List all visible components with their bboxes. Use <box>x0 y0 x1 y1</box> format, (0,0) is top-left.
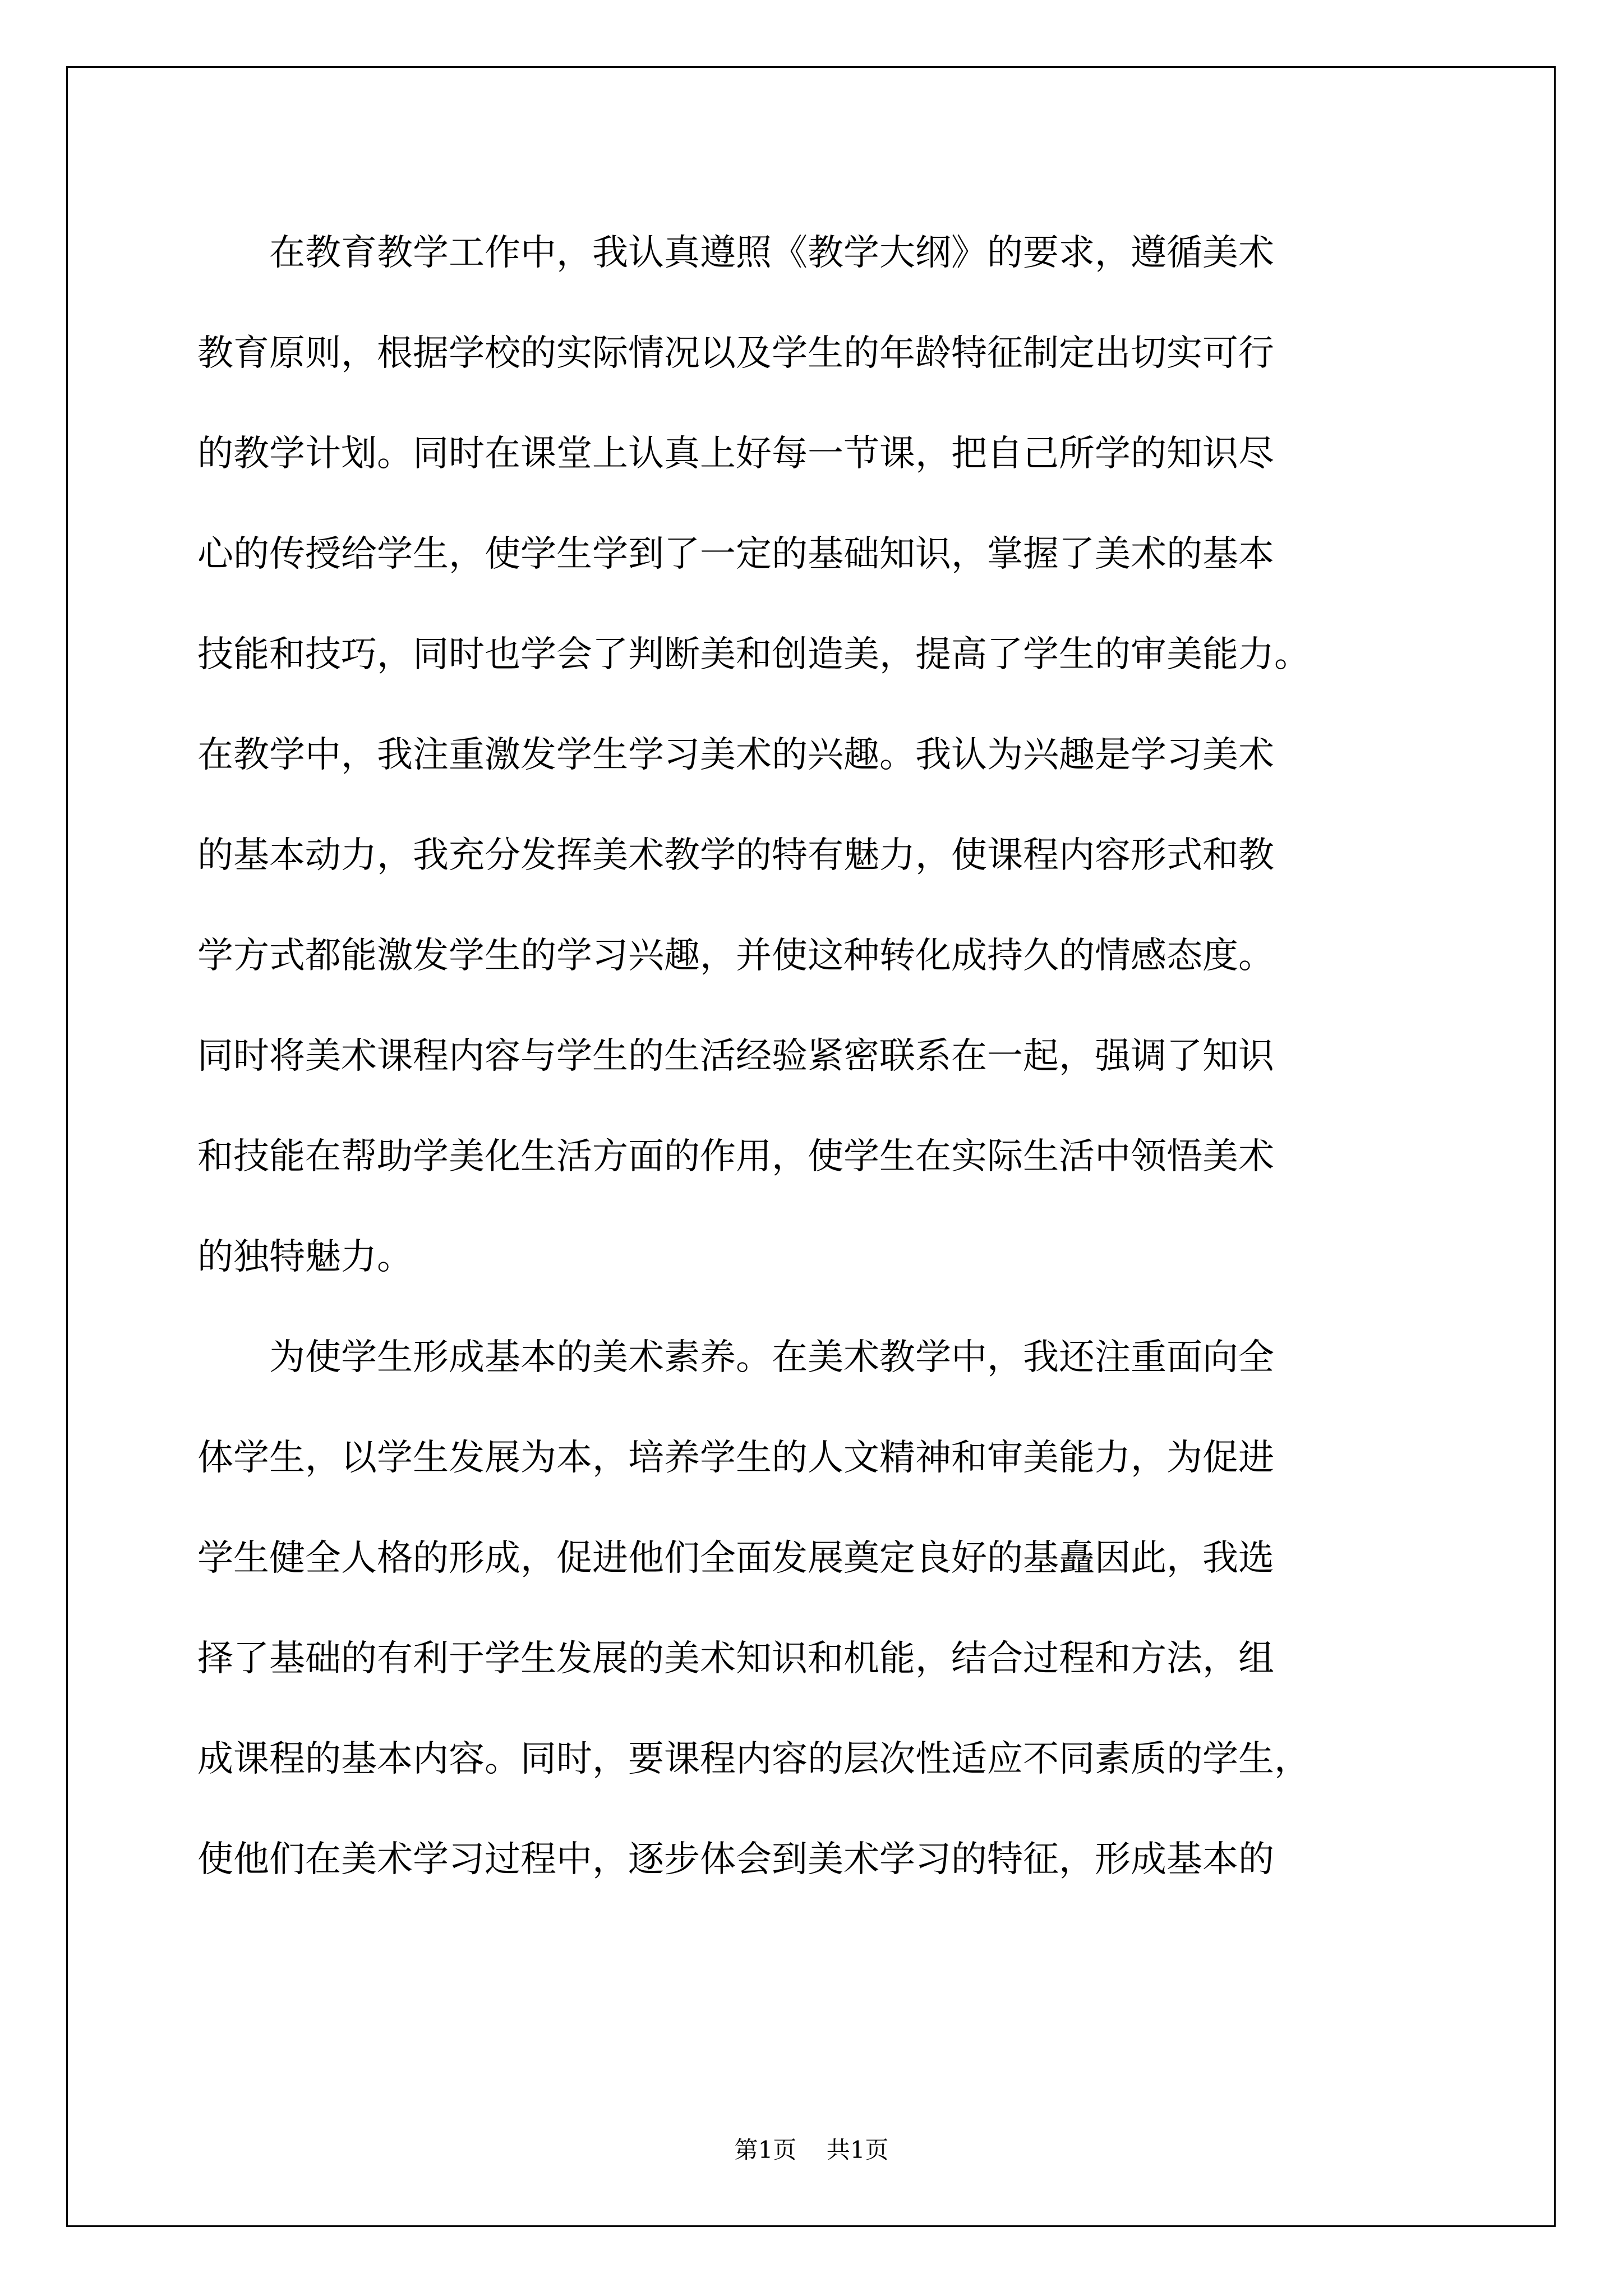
page-total: 共1页 <box>826 2136 889 2164</box>
paragraph-line: 和技能在帮助学美化生活方面的作用，使学生在实际生活中领悟美术 <box>197 1136 1274 1177</box>
paragraph-line: 学方式都能激发学生的学习兴趣，并使这种转化成持久的情感态度。 <box>197 935 1274 977</box>
paragraph-line: 教育原则，根据学校的实际情况以及学生的年龄特征制定出切实可行 <box>197 333 1274 374</box>
paragraph-line: 使他们在美术学习过程中，逐步体会到美术学习的特征，形成基本的 <box>197 1839 1274 1880</box>
paragraph-line: 成课程的基本内容。同时，要课程内容的层次性适应不同素质的学生， <box>197 1738 1310 1780</box>
paragraph-line: 心的传授给学生，使学生学到了一定的基础知识，掌握了美术的基本 <box>197 533 1274 575</box>
paragraph-line: 的基本动力，我充分发挥美术教学的特有魅力，使课程内容形式和教 <box>197 835 1274 876</box>
paragraph-line: 为使学生形成基本的美术素养。在美术教学中，我还注重面向全 <box>269 1337 1274 1378</box>
page-footer <box>0 2132 1623 2165</box>
paragraph-line: 技能和技巧，同时也学会了判断美和创造美，提高了学生的审美能力。 <box>197 634 1310 675</box>
paragraph-line: 在教育教学工作中，我认真遵照《教学大纲》的要求，遵循美术 <box>269 232 1274 274</box>
paragraph-line: 的教学计划。同时在课堂上认真上好每一节课，把自己所学的知识尽 <box>197 433 1274 475</box>
paragraph-line: 同时将美术课程内容与学生的生活经验紧密联系在一起，强调了知识 <box>197 1036 1274 1077</box>
paragraph-line: 择了基础的有利于学生发展的美术知识和机能，结合过程和方法，组 <box>197 1638 1274 1680</box>
paragraph-line: 的独特魅力。 <box>197 1236 413 1278</box>
document-body <box>197 203 1426 1910</box>
paragraph-line: 学生健全人格的形成，促进他们全面发展奠定良好的基矗因此，我选 <box>197 1538 1274 1579</box>
paragraph-line: 在教学中，我注重激发学生学习美术的兴趣。我认为兴趣是学习美术 <box>197 734 1274 776</box>
page-number: 第1页 <box>734 2136 797 2164</box>
paragraph-line: 体学生，以学生发展为本，培养学生的人文精神和审美能力，为促进 <box>197 1437 1274 1479</box>
